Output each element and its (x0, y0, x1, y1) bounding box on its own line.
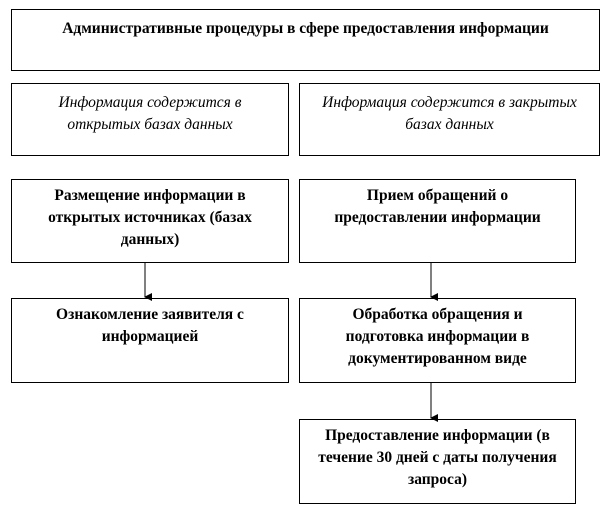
category-open-text: Информация содержится в открытых базах данных (58, 94, 242, 133)
step-open-familiarization-text: Ознакомление заявителя с информацией (56, 306, 244, 345)
step-open-placement-box (11, 179, 289, 263)
step-closed-reception-box (299, 179, 576, 263)
category-closed-text: Информация содержится в закрытых базах данных (322, 94, 577, 133)
step-open-familiarization-box (11, 298, 289, 383)
step-closed-provision-box (299, 419, 576, 504)
title-text: Административные процедуры в сфере предоставления информации (62, 20, 549, 37)
step-closed-reception-text: Прием обращений о предоставлении информации (334, 187, 541, 226)
title-box (11, 9, 600, 71)
category-open-box (11, 83, 289, 156)
step-closed-processing-text: Обработка обращения и подготовка информации в документированном виде (345, 306, 530, 367)
category-closed-box (299, 83, 600, 156)
step-closed-provision-text: Предоставление информации (в течение 30 дней с даты получения запроса) (318, 427, 557, 488)
step-closed-processing-box (299, 298, 576, 383)
step-open-placement-text: Размещение информации в открытых источниках (базах данных) (48, 187, 252, 248)
